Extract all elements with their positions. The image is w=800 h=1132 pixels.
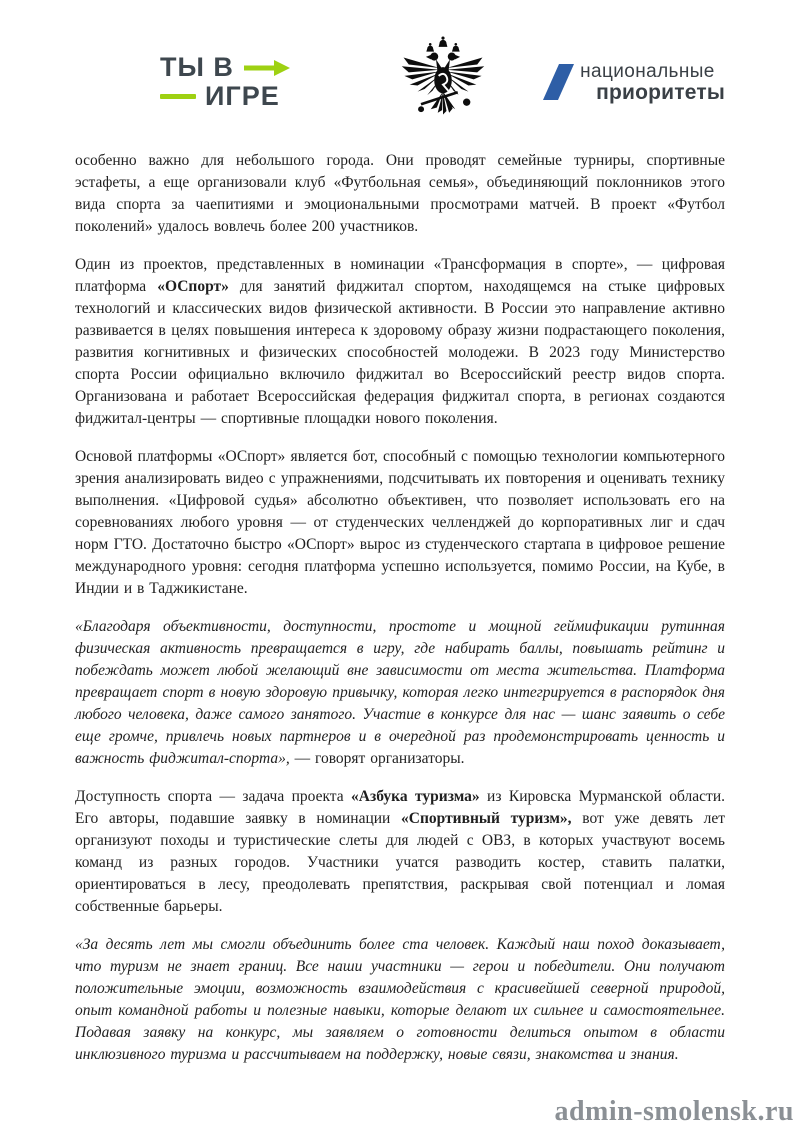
watermark: admin-smolensk.ru [554,1096,794,1127]
paragraph-1: особенно важно для небольшого города. Они проводят семейные турниры, спортивные эстафеты, а еще организовали клуб «Футбольная семья», объединяющий поклонников этого вида спорта за чаепитиями и эмоциональными просмотрами матчей. В проект «Футбол поколений» удалось вовлечь более 200 участников. [75,152,725,235]
paragraph-2: Один из проектов, представленных в номинации «Трансформация в спорте», — цифровая платформа «ОСпорт» для занятий фиджитал спортом, находящемся на стыке цифровых технологий и классических видов физической активности. В России это направление активно развивается в целях повышения интереса к здоровому образу жизни подрастающего поколения, развития когнитивных и физических способностей молодежи. В 2023 году Министерство спорта России официально включило фиджитал во Всероссийский реестр видов спорта. Организована и работает Всероссийская федерация фиджитал спорта, в регионах создаются фиджитал-центры — спортивные площадки нового поколения. [75,256,725,427]
header [0,0,800,130]
logo-line-1 [160,53,290,82]
logo-np-line2: приоритеты [596,80,725,104]
logo-national-priorities-inner [551,62,725,103]
logo-np-line1: национальные [580,60,715,82]
arrow-right-icon [244,60,290,76]
logo-ty-v-label: ТЫ В [160,52,234,82]
logo-igre-label: ИГРЕ [205,81,280,111]
logo-ty-v-igre [75,53,398,111]
ministry-emblem [398,32,488,132]
logo-ty-v-igre-text [160,53,290,111]
logo-national-priorities [488,62,726,103]
paragraph-6-quote: «За десять лет мы смогли объединить более ста человек. Каждый наш поход доказывает, что туризм не знает границ. Все наши участники — герои и победители. Они получают положительные эмоции, возможность взаимодействия с красивейшей северной природой, опыт командной работы и полезные навыки, которые делают их сильнее и самостоятельнее. Подавая заявку на конкурс, мы заявляем о готовности делиться опытом в области инклюзивного туризма и рассчитываем на поддержку, новые связи, знакомства и знания. [75,936,725,1063]
dash-icon [160,94,196,99]
slash-icon [543,64,574,100]
paragraph-3: Основой платформы «ОСпорт» является бот, способный с помощью технологии компьютерного зрения анализировать видео с упражнениями, подсчитывать их повторения и оценивать технику выполнения. «Цифровой судья» абсолютно объективен, что позволяет использовать его на соревнованиях любого уровня — от студенческих челленджей до корпоративных лиг и сдач норм ГТО. Достаточно быстро «ОСпорт» вырос из студенческого стартапа в цифровое решение международного уровня: сегодня платформа успешно используется, помимо России, на Кубе, в Индии и в Таджикистане. [75,448,725,597]
paragraph-5: Доступность спорта — задача проекта «Азбука туризма» из Кировска Мурманской области. Его авторы, подавшие заявку в номинации «Спортивный туризм», вот уже девять лет организуют походы и туристические слеты для людей с ОВЗ, в которых участвуют восемь команд из разных городов. Участники учатся разводить костер, ставить палатки, ориентироваться в лесу, преодолевать препятствия, раскрывая свой потенциал и ломая собственные барьеры. [75,788,725,915]
paragraph-4-quote: «Благодаря объективности, доступности, простоте и мощной геймификации рутинная физическая активность превращается в игру, где набирать баллы, повышать рейтинг и побеждать может любой желающий вне зависимости от места жительства. Платформа превращает спорт в новую здоровую привычку, которая легко интегрируется в распорядок дня любого человека, даже самого занятого. Участие в конкурсе для нас — шанс заявить о себе еще громче, привлечь новых партнеров и в очередной раз продемонстрировать ценность и важность фиджитал-спорта», — говорят организаторы. [75,618,725,767]
document-body [75,150,725,1066]
logo-line-2 [160,82,290,111]
double-headed-eagle-icon [399,32,487,132]
logo-np-text [580,62,725,103]
